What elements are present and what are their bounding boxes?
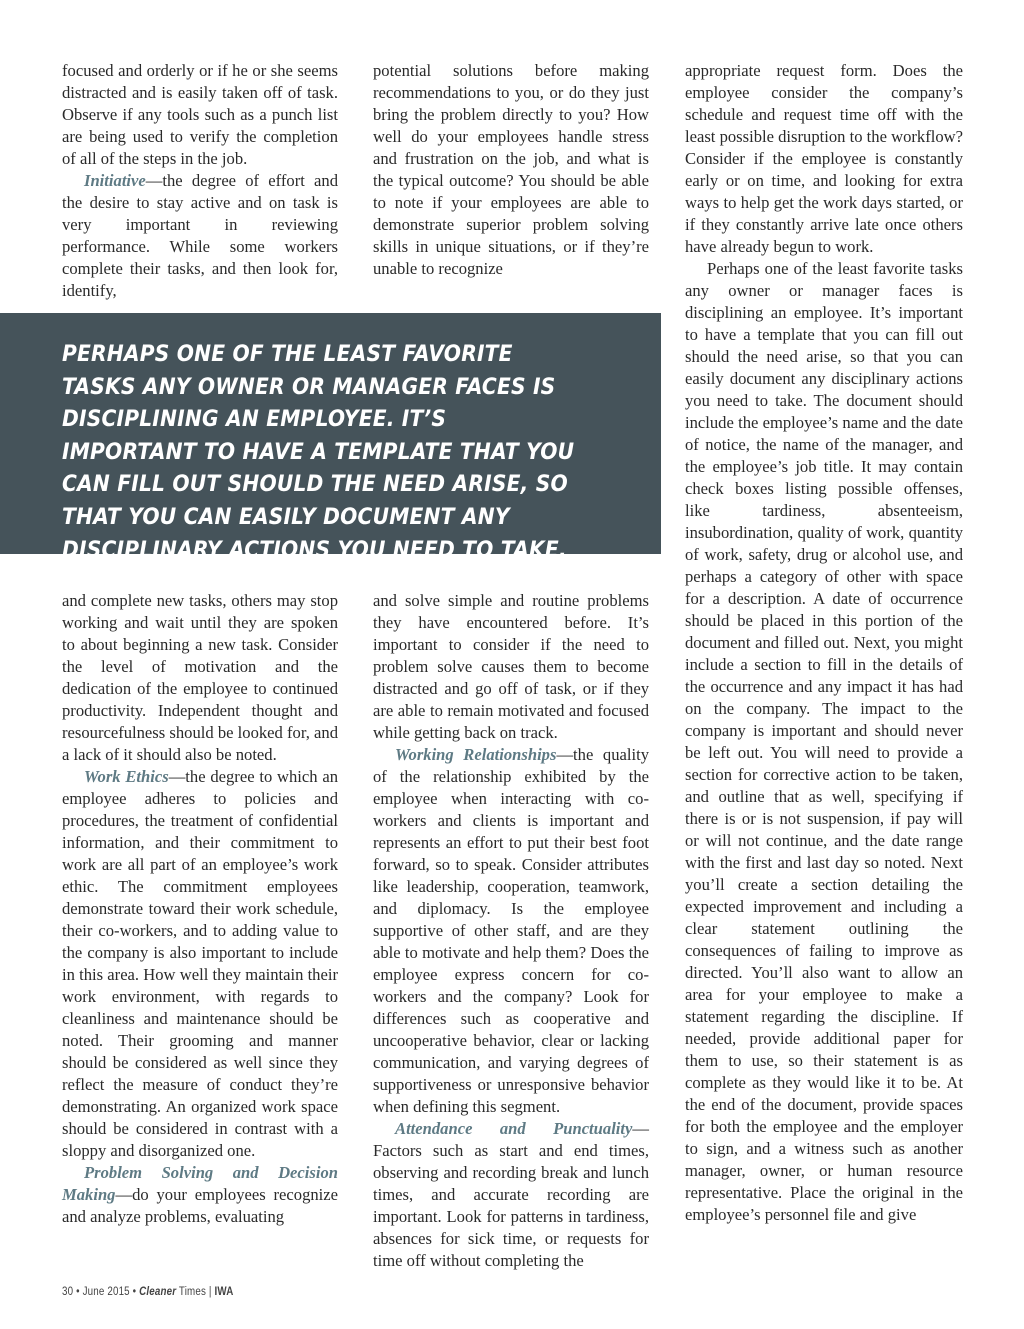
paragraph: appropriate request form. Does the employee consider the company’s schedule and request time off with the least possible disruption to the workflow? Consider if the employee is constantly early or on time, and looking for extra ways to help get the work days started, or if they constantly arrive late once others have already begun to work. xyxy=(685,61,963,256)
section-term: Initiative xyxy=(84,171,146,190)
page-number: 30 xyxy=(62,1286,74,1298)
paragraph-problem-solving xyxy=(62,1162,338,1228)
section-term: Attendance and Punctuality xyxy=(395,1119,633,1138)
section-term: Working Relationships xyxy=(395,745,557,764)
section-term: Problem Solving and Decision Making xyxy=(62,1163,338,1204)
issue-date: June 2015 xyxy=(82,1286,130,1298)
paragraph-text: —the quality of the relationship exhibited by the employee when interacting with co-workers and clients is important and represents an effort to put their best foot forward, so to speak. Consider attributes like leadership, cooperation, teamwork, and diplomacy. Is the employee supportive of other staff, and are they able to motivate and help them? Does the employee express concern for co-workers and the company? Look for differences such as cooperative and uncooperative behavior, clear or lacking communication, and varying degrees of supportiveness or unresponsive behavior when defining this segment. xyxy=(373,745,649,1116)
paragraph-text: —the degree of effort and the desire to stay active and on task is very important in reviewing performance. While some workers complete their tasks, and then look for, identify, xyxy=(62,171,338,300)
pull-quote-text: PERHAPS ONE OF THE LEAST FAVORITE TASKS ANY OWNER OR MANAGER FACES IS DISCIPLINING AN EMPLOYEE. IT’S IMPORTANT TO HAVE A TEMPLATE THAT YOU CAN FILL OUT SHOULD THE NEED ARISE, SO THAT YOU CAN EASILY DOCUMENT ANY DISCIPLINARY ACTIONS YOU NEED TO TAKE. xyxy=(62,342,575,563)
paragraph: potential solutions before making recommendations to you, or do they just bring the problem directly to you? How well do your employees handle stress and frustration on the job, and what is the typical outcome? You should be able to note if your employees are able to demonstrate superior problem solving skills in unique situations, or if they’re unable to recognize xyxy=(373,61,649,278)
paragraph: focused and orderly or if he or she seems distracted and is easily taken off of task. Observe if any tools such as a punch list are being used to verify the completion of all of the steps in the job. xyxy=(62,61,338,168)
column-2-bottom xyxy=(373,590,649,1272)
pull-quote-banner xyxy=(0,313,661,563)
separator: • xyxy=(73,1286,83,1298)
paragraph-attendance xyxy=(373,1118,649,1272)
paragraph-text: —do your employees recognize and analyze problems, evaluating xyxy=(62,1185,338,1226)
separator: | xyxy=(206,1286,215,1298)
paragraph-text: —the degree to which an employee adheres to policies and procedures, the treatment of confidential information, and their commitment to work are all part of an employee’s work ethic. The commitment employees demonstrate toward their work schedule, their co-workers, and to adding value to the company is also important to include in this area. How well they maintain their work environment, with regards to cleanliness and maintenance should be noted. Their grooming and manner should be considered as well since they reflect the measure of conduct they’re demonstrating. An organized work space should be considered in contrast with a sloppy and disorganized one. xyxy=(62,767,339,1160)
paragraph: Perhaps one of the least favorite tasks any owner or manager faces is disciplining an employee. It’s important to have a template that you can fill out should the need arise, so that you can easily document any disciplinary actions you need to take. The document should include the employee’s name and the date of notice, the name of the manager, and the employee’s job title. It may contain check boxes listing possible offenses, like tardiness, absenteeism, insubordination, quality of work, quantity of work, safety, drug or alcohol use, and perhaps a category of other with space for a description. A date of occurrence should be placed in this portion of the document and filled out. Next, you might include a section to fill in the details of the occurrence and any impact it has had on the company. The impact to the company is important and should never be left out. You will need to provide a section for corrective action to be taken, and outline that as well, specifying if there is or is not suspension, if pay will or will not continue, and the date range with the first and last day so noted. Next you’ll create a section detailing the expected improvement and including a clear statement outlining the consequences of failing to improve as directed. You’ll also want to allow an area for your employee to make a statement regarding the discipline. If needed, provide additional paper for them to use, so their statement is as complete as they would like it to be. At the end of the document, provide spaces for both the employee and the employer to sign, and a witness such as another manager, owner, or human resource representative. Place the original in the employee’s personnel file and give xyxy=(685,259,963,1224)
column-2-top xyxy=(373,60,649,280)
paragraph-working-relationships xyxy=(373,744,649,1118)
paragraph-text: —Factors such as start and end times, observing and recording break and lunch times, and accurate recording are important. Look for patterns in tardiness, absences for sick time, or requests for time off without completing the xyxy=(373,1119,649,1270)
magazine-name-a: Cleaner xyxy=(139,1286,177,1298)
paragraph: and solve simple and routine problems they have encountered before. It’s important to consider if the need to problem solve causes them to become distracted and go off of task, or if they are able to remain motivated and focused while getting back on track. xyxy=(373,591,649,742)
magazine-name-b: Times xyxy=(176,1286,207,1298)
paragraph-initiative xyxy=(62,170,338,302)
column-1-top xyxy=(62,60,338,302)
section-term: Work Ethics xyxy=(84,767,169,786)
paragraph-work-ethics xyxy=(62,766,338,1162)
separator: • xyxy=(129,1286,140,1298)
page-footer xyxy=(62,1286,234,1298)
organization: IWA xyxy=(214,1286,234,1298)
column-1-bottom xyxy=(62,590,338,1228)
column-3 xyxy=(685,60,963,1226)
paragraph: and complete new tasks, others may stop working and wait until they are spoken to about beginning a new task. Consider the level of motivation and the dedication of the employee to continued productivity. Independent thought and resourcefulness should be looked for, and a lack of it should also be noted. xyxy=(62,591,338,764)
